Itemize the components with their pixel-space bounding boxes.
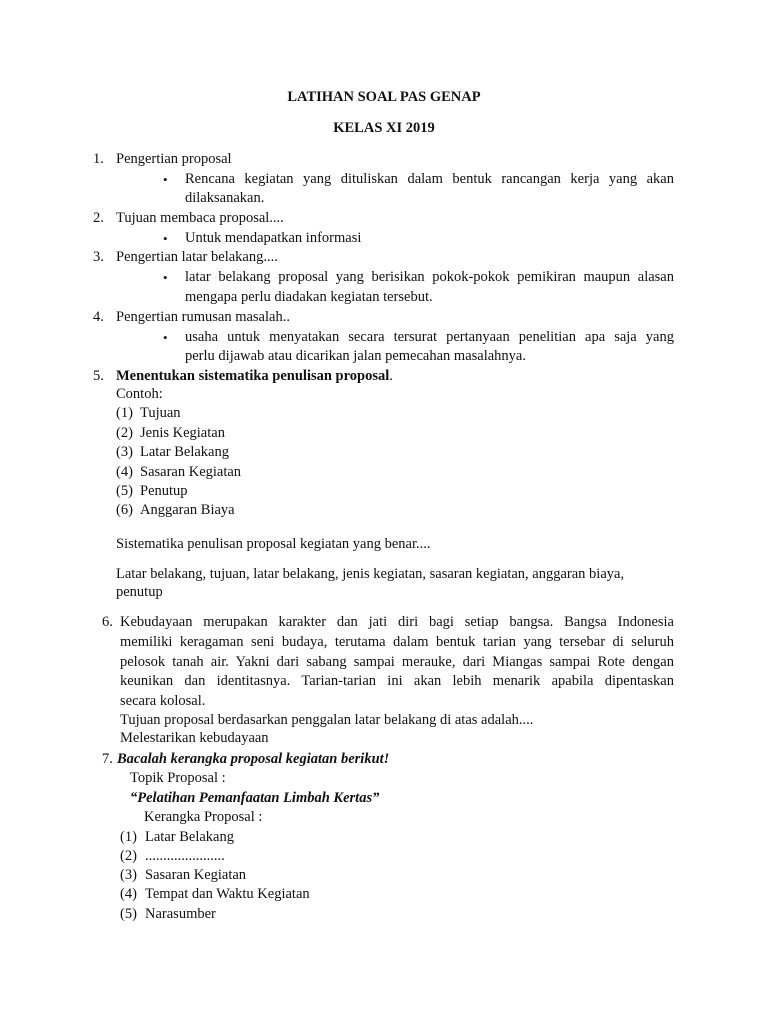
q6-answer: Melestarikan kebudayaan <box>120 730 269 746</box>
q7-item-text: Sasaran Kegiatan <box>145 867 247 883</box>
q7-question: Bacalah kerangka proposal kegiatan berikut! <box>117 751 390 767</box>
q7-outline-label: Kerangka Proposal : <box>144 809 263 825</box>
q5-item-text: Tujuan <box>140 405 181 421</box>
q7-item-number: (3) <box>120 867 137 883</box>
q5-question-text: Sistematika penulisan proposal kegiatan yang benar.... <box>116 536 431 552</box>
q7-item-text: Tempat dan Waktu Kegiatan <box>145 886 310 902</box>
page-title: LATIHAN SOAL PAS GENAP <box>287 89 481 105</box>
q5-item-text: Jenis Kegiatan <box>140 425 225 441</box>
q7-topic-label: Topik Proposal : <box>130 770 226 786</box>
q2-answer-line1: Untuk mendapatkan informasi <box>185 230 362 246</box>
q5-contoh-label: Contoh: <box>116 386 163 402</box>
q5-item-number: (4) <box>116 464 133 480</box>
q7-item-number: (5) <box>120 906 137 922</box>
q5-item-number: (6) <box>116 502 133 518</box>
q1-answer-line1: Rencana kegiatan yang dituliskan dalam bentuk rancangan kerja yang akan <box>185 171 674 187</box>
q7-topic-title: “Pelatihan Pemanfaatan Limbah Kertas” <box>130 790 380 806</box>
q6-paragraph-line5: secara kolosal. <box>120 693 206 709</box>
q5-answer-line1: Latar belakang, tujuan, latar belakang, jenis kegiatan, sasaran kegiatan, anggaran biaya, <box>116 566 625 582</box>
page-subtitle: KELAS XI 2019 <box>333 120 435 136</box>
q5-item-number: (5) <box>116 483 133 499</box>
q3-answer-line1: latar belakang proposal yang berisikan pokok-pokok pemikiran maupun alasan <box>185 269 674 285</box>
q3-question: Pengertian latar belakang.... <box>116 249 278 265</box>
q4-bullet: • <box>163 330 168 345</box>
q7-item-text: Latar Belakang <box>145 829 234 845</box>
q3-bullet: • <box>163 270 168 285</box>
q3-number: 3. <box>93 249 104 265</box>
q7-item-number: (2) <box>120 848 137 864</box>
q4-answer-line2: perlu dijawab atau dicarikan jalan pemecahan masalahnya. <box>185 348 526 364</box>
q5-item-number: (3) <box>116 444 133 460</box>
q5-number: 5. <box>93 368 104 384</box>
q6-number: 6. <box>102 614 113 630</box>
q5-item-text: Latar Belakang <box>140 444 229 460</box>
q7-item-number: (4) <box>120 886 137 902</box>
q2-question: Tujuan membaca proposal.... <box>116 210 284 226</box>
q4-answer-line1: usaha untuk menyatakan secara tersurat pertanyaan penelitian apa saja yang <box>185 329 674 345</box>
q6-paragraph-line4: keunikan dan identitasnya. Tarian-tarian ini akan lebih menarik apabila dipentaskan <box>120 673 674 689</box>
q5-item-number: (1) <box>116 405 133 421</box>
q7-item-text: Narasumber <box>145 906 216 922</box>
q1-answer-line2: dilaksanakan. <box>185 190 265 206</box>
q2-number: 2. <box>93 210 104 226</box>
q5-period: . <box>389 368 393 384</box>
q5-heading-line <box>116 367 393 386</box>
q5-answer-line2: penutup <box>116 584 163 600</box>
q5-item-text: Sasaran Kegiatan <box>140 464 242 480</box>
q5-question: Menentukan sistematika penulisan proposal <box>116 368 390 384</box>
q1-question: Pengertian proposal <box>116 151 232 167</box>
q7-item-blank: ...................... <box>145 848 225 864</box>
q5-item-number: (2) <box>116 425 133 441</box>
q7-item-number: (1) <box>120 829 137 845</box>
q6-question: Tujuan proposal berdasarkan penggalan latar belakang di atas adalah.... <box>120 712 534 728</box>
q7-number: 7. <box>102 751 113 767</box>
q5-item-text: Anggaran Biaya <box>140 502 235 518</box>
q1-bullet: • <box>163 172 168 187</box>
q6-paragraph-line1: Kebudayaan merupakan karakter dan jati diri bagi setiap bangsa. Bangsa Indonesia <box>120 614 674 630</box>
q1-number: 1. <box>93 151 104 167</box>
q4-number: 4. <box>93 309 104 325</box>
q6-paragraph-line3: pelosok tanah air. Yakni dari sabang sampai merauke, dari Miangas sampai Rote dengan <box>120 654 674 670</box>
q6-paragraph-line2: memiliki keragaman seni budaya, terutama dalam bentuk tarian yang tersebar di seluruh <box>120 634 674 650</box>
q3-answer-line2: mengapa perlu diadakan kegiatan tersebut. <box>185 289 433 305</box>
q4-question: Pengertian rumusan masalah.. <box>116 309 290 325</box>
q2-bullet: • <box>163 231 168 246</box>
q5-item-text: Penutup <box>140 483 188 499</box>
